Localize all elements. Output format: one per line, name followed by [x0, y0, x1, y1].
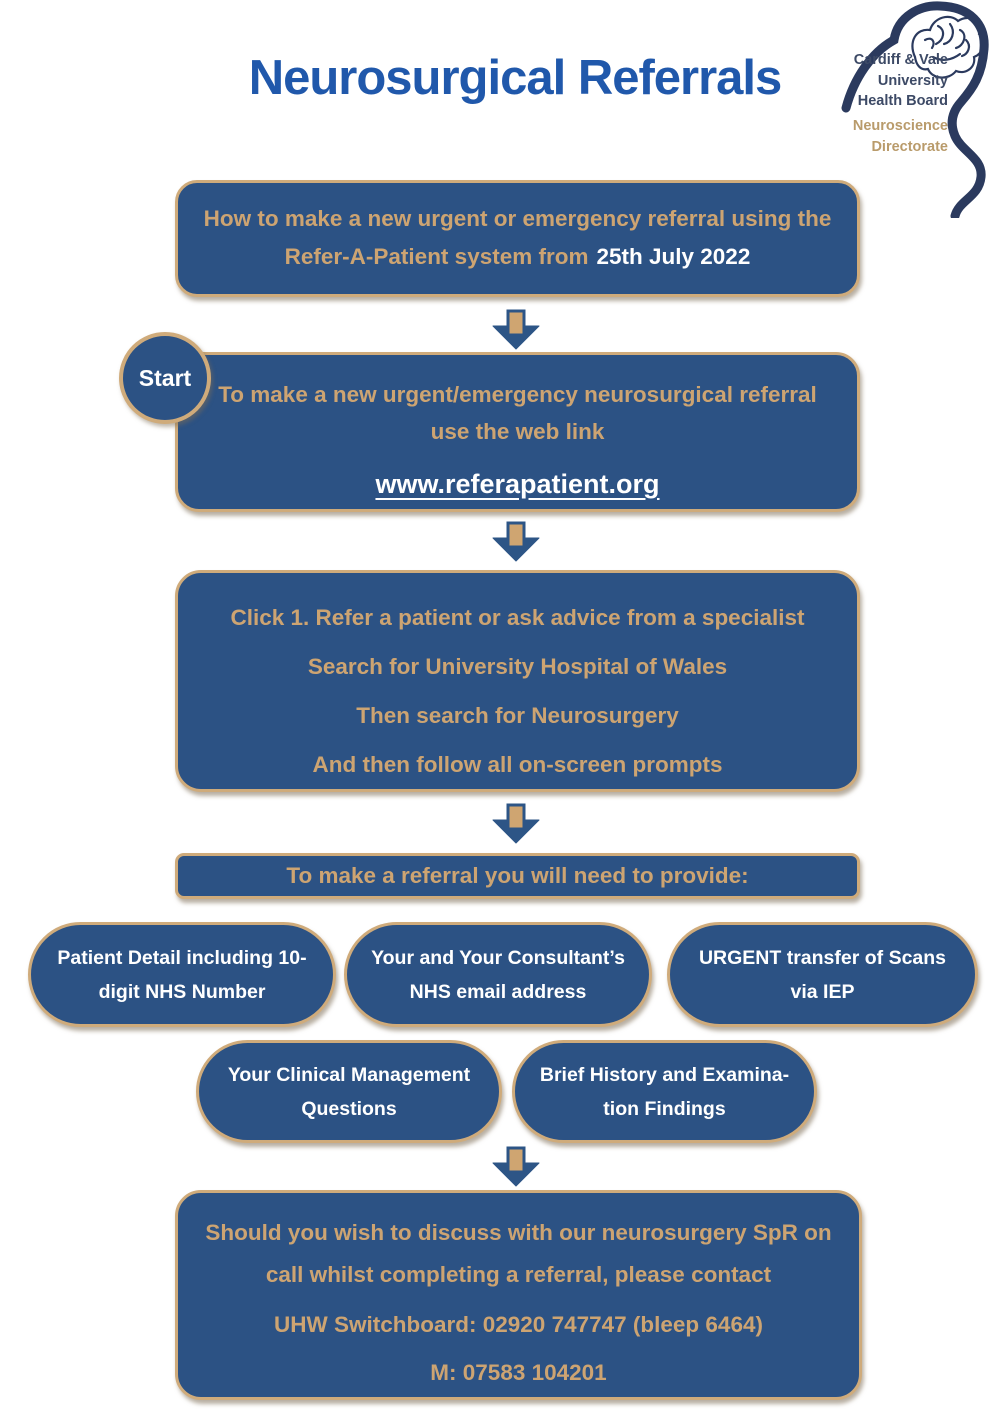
pill-line: URGENT transfer of Scans: [698, 946, 947, 969]
logo-dept-line: Directorate: [871, 138, 948, 155]
pill-line: tion Findings: [603, 1097, 726, 1120]
health-board-logo: [832, 0, 1000, 218]
switchboard-number: UHW Switchboard: 02920 747747 (bleep 6464): [274, 1312, 763, 1337]
logo-org-line: University: [877, 72, 948, 89]
weblink-box: [175, 352, 860, 512]
pill-line: Your and Your Consultant’s: [371, 946, 625, 969]
pill-line: Patient Detail including 10-: [57, 946, 307, 969]
pill-history-findings: [512, 1040, 817, 1143]
pill-line: digit NHS Number: [98, 980, 266, 1003]
down-arrow-icon: [487, 1146, 545, 1188]
step-line-1: Click 1. Refer a patient or ask advice from a specialist: [230, 605, 805, 630]
provide-bar: [175, 853, 860, 899]
start-badge-label: Start: [138, 364, 192, 391]
start-badge: [119, 332, 211, 424]
pill-line: Questions: [301, 1097, 397, 1120]
intro-line-2: [178, 238, 857, 276]
pill-line: NHS email address: [409, 980, 587, 1003]
weblink-line-2: use the web link: [430, 419, 605, 444]
logo-org-line: Cardiff & Vale: [853, 52, 948, 68]
contact-line-1: Should you wish to discuss with our neurosurgery SpR on: [205, 1220, 832, 1245]
pill-patient-details: [28, 922, 336, 1027]
intro-line-2-tan: Refer-A-Patient system from: [284, 244, 589, 269]
contact-box: [175, 1190, 862, 1400]
pill-nhs-email: [344, 922, 652, 1027]
page-title: Neurosurgical Referrals: [248, 51, 782, 105]
steps-box: [175, 570, 860, 792]
pill-line: via IEP: [790, 980, 855, 1003]
pill-scan-transfer: [667, 922, 978, 1027]
pill-line: Your Clinical Management: [227, 1063, 471, 1086]
step-line-3: Then search for Neurosurgery: [356, 703, 679, 728]
refer-a-patient-link[interactable]: www.referapatient.org: [375, 469, 660, 499]
down-arrow-icon: [487, 309, 545, 351]
down-arrow-icon: [487, 803, 545, 845]
logo-dept-line: Neuroscience: [852, 118, 948, 134]
intro-line-1: How to make a new urgent or emergency referral using the: [203, 206, 832, 231]
provide-bar-label: To make a referral you will need to provide:: [286, 863, 749, 888]
step-line-4: And then follow all on-screen prompts: [312, 752, 723, 777]
logo-org-line: Health Board: [857, 93, 948, 109]
go-live-date: 25th July 2022: [596, 244, 751, 269]
pill-line: Brief History and Examina-: [539, 1063, 790, 1086]
down-arrow-icon: [487, 521, 545, 563]
weblink-line-1: To make a new urgent/emergency neurosurgical referral: [218, 382, 817, 407]
pill-clinical-questions: [196, 1040, 502, 1143]
step-line-2: Search for University Hospital of Wales: [307, 654, 728, 679]
mobile-number: M: 07583 104201: [430, 1360, 607, 1385]
contact-line-2: call whilst completing a referral, please contact: [265, 1262, 772, 1287]
intro-box: [175, 180, 860, 297]
